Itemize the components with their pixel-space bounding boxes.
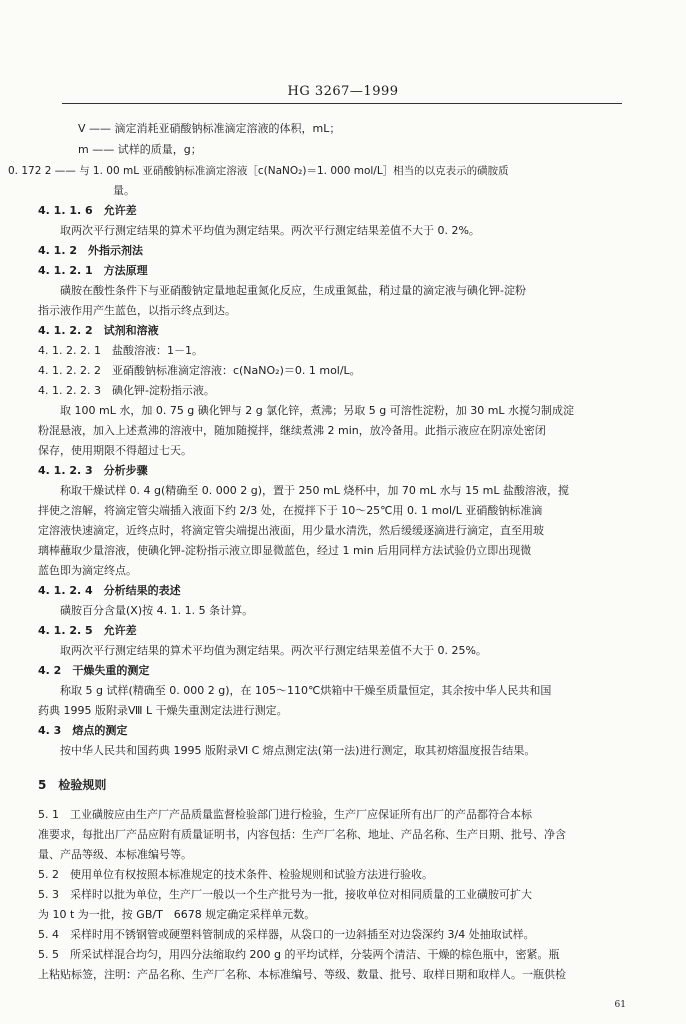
clause-heading: 4. 3 熔点的测定 — [38, 724, 128, 737]
text-line: 取两次平行测定结果的算术平均值为测定结果。两次平行测定结果差值不大于 0. 25%。 — [60, 644, 487, 657]
text-line: 5. 4 采样时用不锈钢管或硬塑料管制成的采样器，从袋口的一边斜插至对边袋深约 3/4 处抽取试样。 — [38, 928, 535, 941]
clause-heading: 4. 1. 2. 5 允许差 — [38, 624, 137, 637]
page-number: 61 — [614, 1000, 626, 1010]
text-line: V —— 滴定消耗亚硝酸钠标准滴定溶液的体积，mL； — [78, 122, 341, 135]
clause-heading: 4. 1. 2. 1 方法原理 — [38, 264, 148, 277]
text-line: 0. 172 2 —— 与 1. 00 mL 亚硝酸钠标准滴定溶液［c(NaNO₂)＝1. 000 mol/L］相当的以克表示的磺胺质 — [8, 165, 509, 177]
text-line: 5. 5 所采试样混合均匀，用四分法缩取约 200 g 的平均试样，分装两个清洁、干燥的棕色瓶中，密紧。瓶 — [38, 948, 560, 961]
text-line: 按中华人民共和国药典 1995 版附录Ⅵ C 熔点测定法(第一法)进行测定，取其初熔温度报告结果。 — [60, 744, 536, 757]
text-line: 定溶液快速滴定，近终点时，将滴定管尖端提出液面，用少量水清洗，然后缓缓逐滴进行滴定，直至用玻 — [38, 524, 544, 537]
clause-heading: 4. 1. 2. 4 分析结果的表述 — [38, 584, 181, 597]
text-line: 璃棒蘸取少量溶液，使碘化钾-淀粉指示液立即显微蓝色，经过 1 min 后用同样方法试验仍立即出现微 — [38, 544, 532, 557]
standard-header: HG 3267—1999 — [287, 84, 399, 99]
text-line: 量。 — [113, 184, 135, 197]
clause-heading: 4. 1. 2 外指示剂法 — [38, 244, 143, 257]
text-line: 取 100 mL 水，加 0. 75 g 碘化钾与 2 g 氯化锌，煮沸；另取 5 g 可溶性淀粉，加 30 mL 水搅匀制成淀 — [60, 404, 575, 417]
text-line: 取两次平行测定结果的算术平均值为测定结果。两次平行测定结果差值不大于 0. 2%。 — [60, 224, 480, 237]
clause-heading: 4. 2 干燥失重的测定 — [38, 664, 150, 677]
clause-heading: 4. 1. 2. 3 分析步骤 — [38, 464, 148, 477]
text-line: 5. 3 采样时以批为单位，生产厂一般以一个生产批号为一批，接收单位对相同质量的工业磺胺可扩大 — [38, 888, 532, 901]
text-line: 5. 1 工业磺胺应由生产厂产品质量监督检验部门进行检验，生产厂应保证所有出厂的产品都符合本标 — [38, 808, 532, 821]
text-line: 准要求，每批出厂产品应附有质量证明书，内容包括：生产厂名称、地址、产品名称、生产日期、批号、净含 — [38, 828, 566, 841]
section-heading: 5 检验规则 — [38, 778, 107, 792]
text-line: 药典 1995 版附录Ⅷ L 干燥失重测定法进行测定。 — [38, 704, 288, 717]
text-line: 5. 2 使用单位有权按照本标准规定的技术条件、检验规则和试验方法进行验收。 — [38, 868, 433, 881]
text-line: 4. 1. 2. 2. 3 碘化钾-淀粉指示液。 — [38, 384, 215, 397]
text-line: 称取 5 g 试样(精确至 0. 000 2 g)，在 105～110℃烘箱中干燥至质量恒定，其余按中华人民共和国 — [60, 684, 552, 697]
text-line: 磺胺在酸性条件下与亚硝酸钠定量地起重氮化反应，生成重氮盐，稍过量的滴定液与碘化钾-淀粉 — [60, 284, 526, 297]
text-line: 拌使之溶解，将滴定管尖端插入液面下约 2/3 处，在搅拌下于 10～25℃用 0. 1 mol/L 亚硝酸钠标准滴 — [38, 504, 543, 517]
clause-heading: 4. 1. 2. 2 试剂和溶液 — [38, 324, 159, 337]
text-line: 粉混悬液，加入上述煮沸的溶液中，随加随搅拌，继续煮沸 2 min，放冷备用。此指示液应在阴凉处密闭 — [38, 424, 546, 437]
clause-heading: 4. 1. 1. 6 允许差 — [38, 204, 137, 217]
text-line: 磺胺百分含量(X)按 4. 1. 1. 5 条计算。 — [60, 604, 254, 617]
text-line: 称取干燥试样 0. 4 g(精确至 0. 000 2 g)，置于 250 mL 烧杯中，加 70 mL 水与 15 mL 盐酸溶液，搅 — [60, 484, 569, 497]
text-line: 上粘贴标签，注明：产品名称、生产厂名称、本标准编号、等级、数量、批号、取样日期和取样人。一瓶供检 — [38, 968, 566, 981]
text-line: 蓝色即为滴定终点。 — [38, 564, 137, 577]
text-line: m —— 试样的质量，g； — [78, 143, 202, 156]
text-line: 4. 1. 2. 2. 1 盐酸溶液：1－1。 — [38, 344, 203, 357]
text-line: 为 10 t 为一批，按 GB/T 6678 规定确定采样单元数。 — [38, 908, 316, 921]
text-line: 指示液作用产生蓝色，以指示终点到达。 — [38, 304, 236, 317]
text-line: 4. 1. 2. 2. 2 亚硝酸钠标准滴定溶液：c(NaNO₂)＝0. 1 mol/L。 — [38, 364, 361, 377]
text-line: 量、产品等级、本标准编号等。 — [38, 848, 192, 861]
text-line: 保存，使用期限不得超过七天。 — [38, 444, 192, 457]
header-rule — [62, 103, 622, 104]
